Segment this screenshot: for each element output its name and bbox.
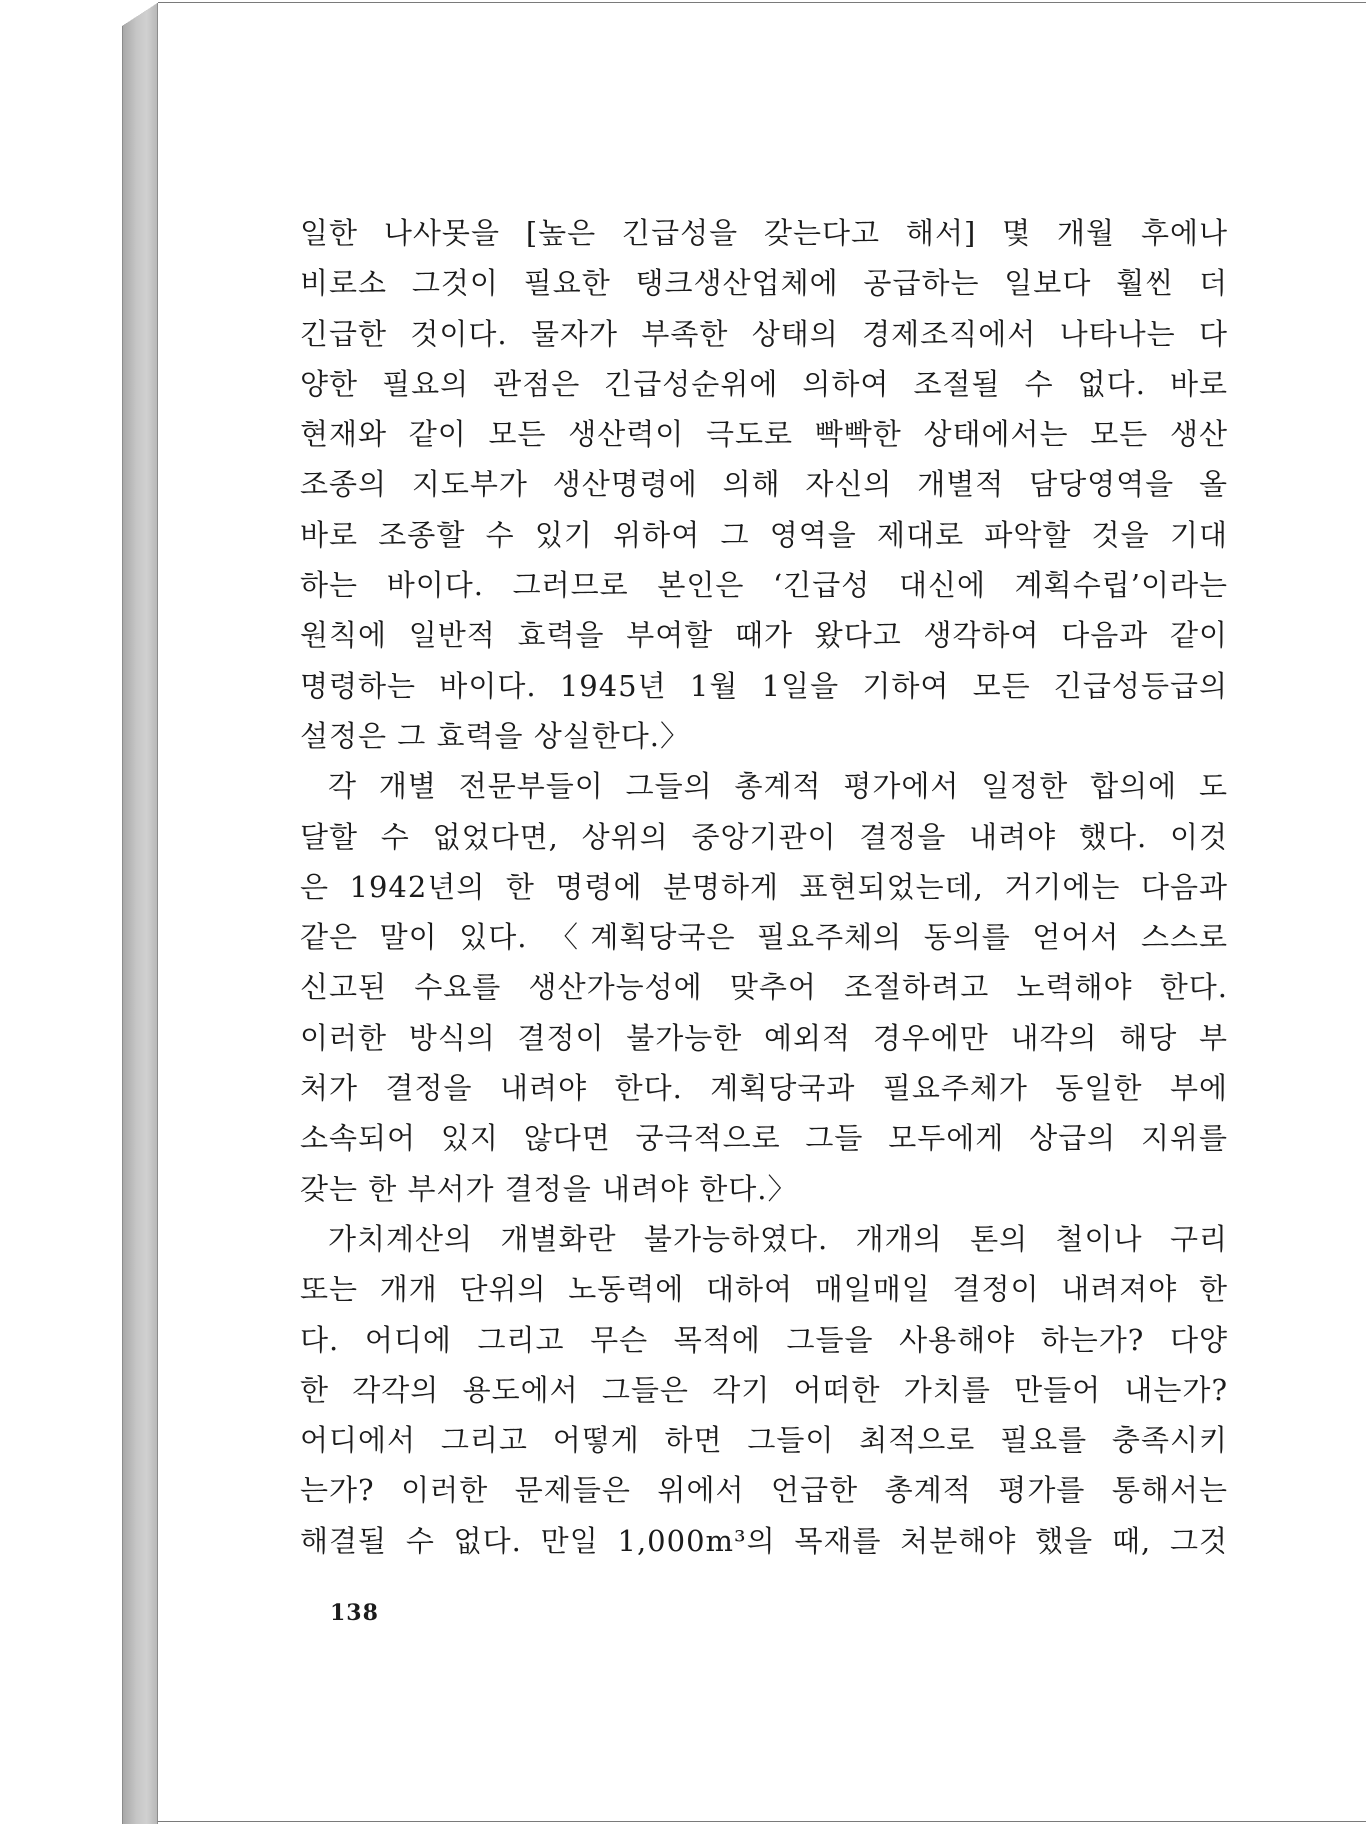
text-line: 해결될 수 없다. 만일 1,000m³의 목재를 처분해야 했을 때, 그것 <box>300 1523 1228 1558</box>
text-line: 설정은 그 효력을 상실한다.〉 <box>300 718 691 753</box>
text-line: 바로 조종할 수 있기 위하여 그 영역을 제대로 파악할 것을 기대 <box>300 517 1228 552</box>
text-line: 다. 어디에 그리고 무슨 목적에 그들을 사용해야 하는가? 다양 <box>300 1322 1228 1357</box>
text-line: 한 각각의 용도에서 그들은 각기 어떠한 가치를 만들어 내는가? <box>300 1372 1228 1407</box>
text-line: 는가? 이러한 문제들은 위에서 언급한 총계적 평가를 통해서는 <box>300 1473 1228 1508</box>
book-spine-top <box>122 0 162 26</box>
text-line: 비로소 그것이 필요한 탱크생산업체에 공급하는 일보다 훨씬 더 <box>300 266 1228 301</box>
text-line: 양한 필요의 관점은 긴급성순위에 의하여 조절될 수 없다. 바로 <box>300 366 1228 401</box>
text-line: 어디에서 그리고 어떻게 하면 그들이 최적으로 필요를 충족시키 <box>300 1423 1228 1458</box>
book-spine <box>122 0 158 1824</box>
text-line: 일한 나사못을 [높은 긴급성을 갖는다고 해서] 몇 개월 후에나 <box>300 216 1228 250</box>
text-line: 신고된 수요를 생산가능성에 맞추어 조절하려고 노력해야 한다. <box>300 970 1228 1005</box>
text-line: 명령하는 바이다. 1945년 1월 1일을 기하여 모든 긴급성등급의 <box>300 668 1228 703</box>
text-line: 가치계산의 개별화란 불가능하였다. 개개의 톤의 철이나 구리 <box>328 1221 1228 1256</box>
text-line: 또는 개개 단위의 노동력에 대하여 매일매일 결정이 내려져야 한 <box>300 1272 1228 1307</box>
text-line: 하는 바이다. 그러므로 본인은 ‘긴급성 대신에 계획수립’이라는 <box>300 568 1228 603</box>
text-line: 조종의 지도부가 생산명령에 의해 자신의 개별적 담당영역을 올 <box>300 467 1228 502</box>
text-line: 각 개별 전문부들이 그들의 총계적 평가에서 일정한 합의에 도 <box>328 769 1228 804</box>
page-number: 138 <box>330 1600 379 1626</box>
text-line: 원칙에 일반적 효력을 부여할 때가 왔다고 생각하여 다음과 같이 <box>300 618 1228 653</box>
text-line: 현재와 같이 모든 생산력이 극도로 빡빡한 상태에서는 모든 생산 <box>300 417 1228 452</box>
text-line: 달할 수 없었다면, 상위의 중앙기관이 결정을 내려야 했다. 이것 <box>300 819 1228 854</box>
page-body-text <box>300 208 1228 1566</box>
text-line: 갖는 한 부서가 결정을 내려야 한다.〉 <box>300 1171 798 1206</box>
text-line: 이러한 방식의 결정이 불가능한 예외적 경우에만 내각의 해당 부 <box>300 1020 1228 1055</box>
text-line: 은 1942년의 한 명령에 분명하게 표현되었는데, 거기에는 다음과 <box>300 869 1228 904</box>
text-line: 긴급한 것이다. 물자가 부족한 상태의 경제조직에서 나타나는 다 <box>300 316 1228 351</box>
text-line: 처가 결정을 내려야 한다. 계획당국과 필요주체가 동일한 부에 <box>300 1071 1228 1106</box>
text-line: 같은 말이 있다. 〈계획당국은 필요주체의 동의를 얻어서 스스로 <box>300 920 1228 955</box>
text-line: 소속되어 있지 않다면 궁극적으로 그들 모두에게 상급의 지위를 <box>300 1121 1228 1156</box>
